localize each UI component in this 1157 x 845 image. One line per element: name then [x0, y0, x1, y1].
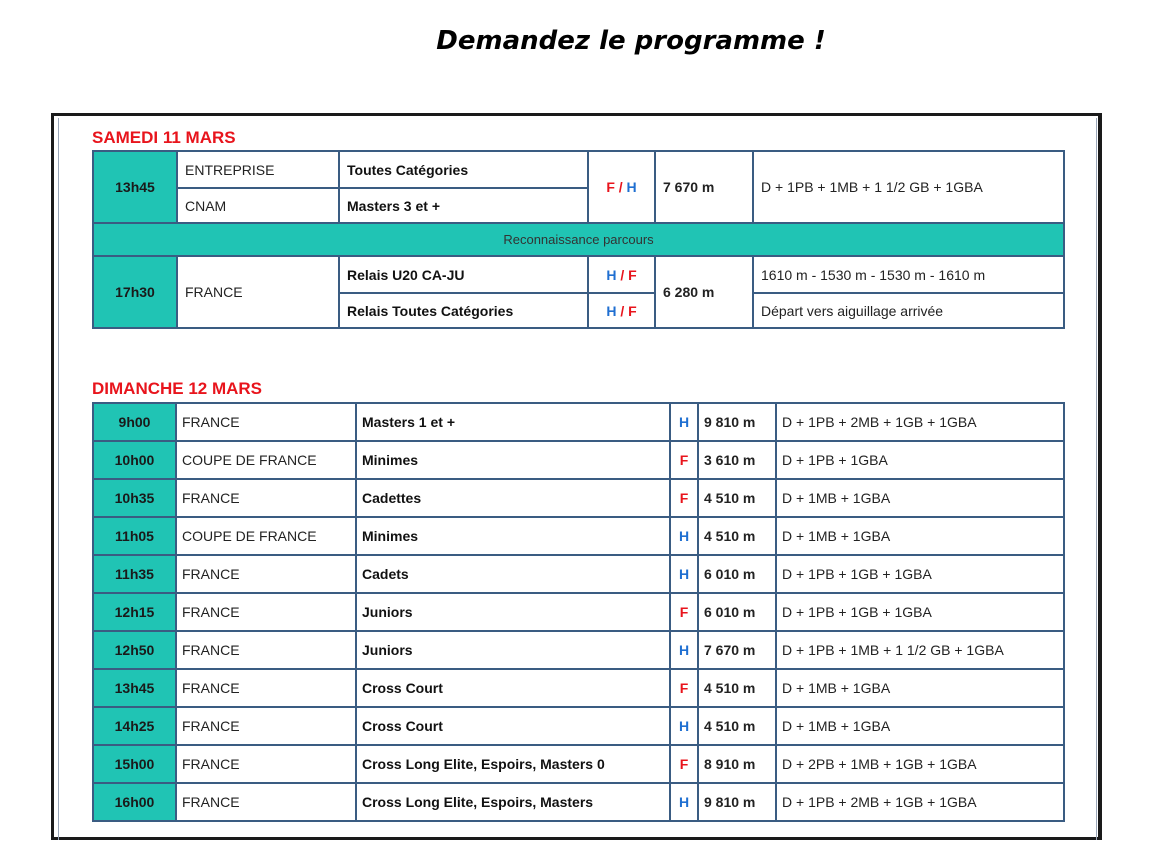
course-cell: D + 1MB + 1GBA — [776, 669, 1064, 707]
table-row — [93, 223, 1064, 256]
category-cell: Cross Court — [356, 669, 670, 707]
time-cell: 13h45 — [93, 669, 176, 707]
category-cell: Cadettes — [356, 479, 670, 517]
course-cell: Départ vers aiguillage arrivée — [753, 293, 1064, 328]
scope-cell: FRANCE — [176, 745, 356, 783]
time-cell: 12h50 — [93, 631, 176, 669]
scope-cell: CNAM — [177, 188, 339, 223]
sex-cell — [588, 256, 655, 293]
time-cell: 15h00 — [93, 745, 176, 783]
saturday-heading: SAMEDI 11 MARS — [92, 128, 236, 147]
table-row — [93, 593, 1064, 631]
sex-separator: / — [616, 302, 629, 319]
time-cell: 10h00 — [93, 441, 176, 479]
table-row — [93, 669, 1064, 707]
time-cell: 14h25 — [93, 707, 176, 745]
distance-cell: 3 610 m — [698, 441, 776, 479]
page-title: Demandez le programme ! — [436, 26, 826, 56]
category-cell: Juniors — [356, 593, 670, 631]
category-cell: Cross Long Elite, Espoirs, Masters — [356, 783, 670, 821]
distance-cell: 6 010 m — [698, 555, 776, 593]
sex-cell: H — [670, 631, 698, 669]
time-cell: 17h30 — [93, 256, 177, 328]
scope-cell: FRANCE — [176, 631, 356, 669]
scope-cell: COUPE DE FRANCE — [176, 441, 356, 479]
sex-separator: / — [614, 179, 627, 195]
distance-cell: 4 510 m — [698, 707, 776, 745]
scope-cell: FRANCE — [176, 669, 356, 707]
course-cell: 1610 m - 1530 m - 1530 m - 1610 m — [753, 256, 1064, 293]
table-row — [93, 517, 1064, 555]
sex-cell — [588, 293, 655, 328]
table-row — [93, 631, 1064, 669]
distance-cell: 4 510 m — [698, 517, 776, 555]
scope-cell: FRANCE — [176, 403, 356, 441]
sunday-heading: DIMANCHE 12 MARS — [92, 379, 263, 398]
category-cell: Toutes Catégories — [339, 151, 588, 188]
recon-banner: Reconnaissance parcours — [93, 223, 1064, 256]
category-cell: Minimes — [356, 441, 670, 479]
distance-cell: 6 010 m — [698, 593, 776, 631]
sex-cell: H — [670, 555, 698, 593]
time-cell: 11h05 — [93, 517, 176, 555]
scope-cell: FRANCE — [176, 555, 356, 593]
course-cell: D + 1PB + 1GBA — [776, 441, 1064, 479]
sex-male-label: H — [606, 302, 617, 319]
time-cell: 13h45 — [93, 151, 177, 223]
table-row — [93, 403, 1064, 441]
category-cell: Masters 1 et + — [356, 403, 670, 441]
sex-cell: F — [670, 441, 698, 479]
table-row — [93, 256, 1064, 293]
category-cell: Cadets — [356, 555, 670, 593]
distance-cell: 4 510 m — [698, 479, 776, 517]
distance-cell: 9 810 m — [698, 783, 776, 821]
scope-cell: FRANCE — [176, 707, 356, 745]
sex-female-label: F — [628, 266, 637, 283]
distance-cell: 7 670 m — [655, 151, 753, 223]
scope-cell: COUPE DE FRANCE — [176, 517, 356, 555]
category-cell: Cross Long Elite, Espoirs, Masters 0 — [356, 745, 670, 783]
scope-cell: FRANCE — [176, 783, 356, 821]
category-cell: Juniors — [356, 631, 670, 669]
course-cell: D + 1MB + 1GBA — [776, 517, 1064, 555]
scope-cell: FRANCE — [176, 479, 356, 517]
time-cell: 9h00 — [93, 403, 176, 441]
scope-cell: FRANCE — [177, 256, 339, 328]
time-cell: 12h15 — [93, 593, 176, 631]
table-row — [93, 783, 1064, 821]
category-cell: Cross Court — [356, 707, 670, 745]
course-cell: D + 1PB + 1GB + 1GBA — [776, 593, 1064, 631]
sex-cell: F — [670, 593, 698, 631]
sunday-table — [92, 402, 1065, 822]
sex-male-label: H — [606, 266, 617, 283]
sex-female-label: F — [628, 302, 637, 319]
time-cell: 10h35 — [93, 479, 176, 517]
course-cell: D + 1PB + 2MB + 1GB + 1GBA — [776, 403, 1064, 441]
course-cell: D + 1PB + 1GB + 1GBA — [776, 555, 1064, 593]
category-cell: Relais U20 CA-JU — [339, 256, 588, 293]
scope-cell: ENTREPRISE — [177, 151, 339, 188]
sex-female-label: F — [606, 179, 615, 195]
category-cell: Masters 3 et + — [339, 188, 588, 223]
course-cell: D + 1MB + 1GBA — [776, 479, 1064, 517]
sex-cell: H — [670, 783, 698, 821]
table-row — [93, 707, 1064, 745]
course-cell: D + 1MB + 1GBA — [776, 707, 1064, 745]
table-row — [93, 441, 1064, 479]
distance-cell: 8 910 m — [698, 745, 776, 783]
table-row — [93, 745, 1064, 783]
saturday-table — [92, 150, 1065, 329]
sex-cell: F — [670, 745, 698, 783]
sex-cell: F — [670, 669, 698, 707]
course-cell: D + 1PB + 2MB + 1GB + 1GBA — [776, 783, 1064, 821]
table-row — [93, 555, 1064, 593]
time-cell: 16h00 — [93, 783, 176, 821]
category-cell: Relais Toutes Catégories — [339, 293, 588, 328]
distance-cell: 6 280 m — [655, 256, 753, 328]
sex-cell: H — [670, 707, 698, 745]
course-cell: D + 1PB + 1MB + 1 1/2 GB + 1GBA — [776, 631, 1064, 669]
distance-cell: 7 670 m — [698, 631, 776, 669]
sex-cell: H — [670, 517, 698, 555]
sex-male-label: H — [626, 179, 637, 195]
time-cell: 11h35 — [93, 555, 176, 593]
scope-cell: FRANCE — [176, 593, 356, 631]
sex-cell — [588, 151, 655, 223]
distance-cell: 9 810 m — [698, 403, 776, 441]
table-row — [93, 479, 1064, 517]
frame-right-rule — [1096, 118, 1097, 840]
category-cell: Minimes — [356, 517, 670, 555]
distance-cell: 4 510 m — [698, 669, 776, 707]
table-row — [93, 151, 1064, 188]
sex-cell: H — [670, 403, 698, 441]
course-cell: D + 1PB + 1MB + 1 1/2 GB + 1GBA — [753, 151, 1064, 223]
course-cell: D + 2PB + 1MB + 1GB + 1GBA — [776, 745, 1064, 783]
sex-separator: / — [616, 266, 629, 283]
frame-left-rule — [58, 118, 59, 840]
sex-cell: F — [670, 479, 698, 517]
